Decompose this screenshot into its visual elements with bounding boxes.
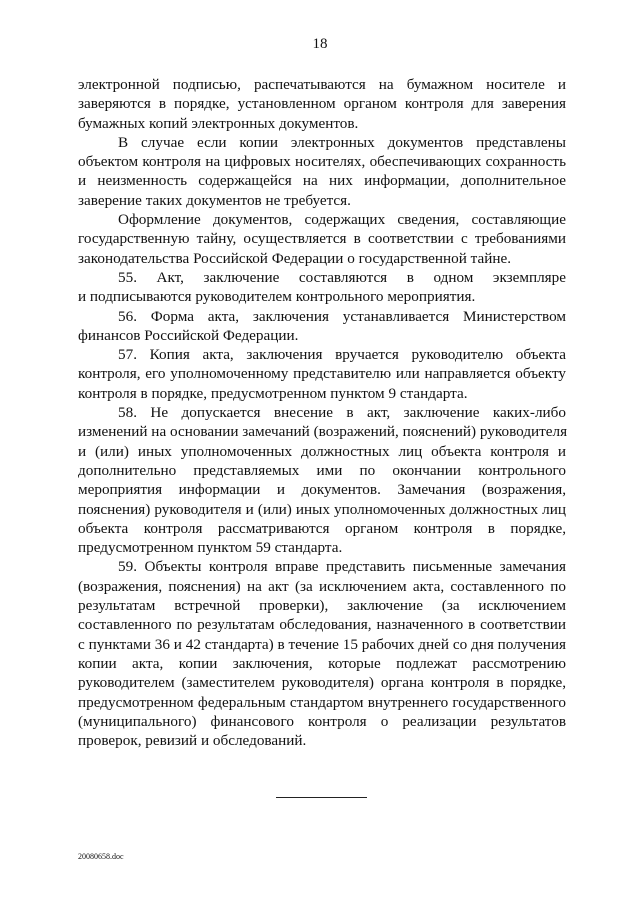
end-separator-line [276, 797, 367, 798]
text-line: и неизменность содержащейся на них информации, дополнительное [78, 172, 566, 190]
text-line: законодательства Российской Федерации о государственной тайне. [78, 249, 512, 267]
text-line: мероприятия информации и документов. Замечания (возражения, [78, 481, 566, 499]
text-line: контроля в порядке, предусмотренном пунктом 9 стандарта. [78, 384, 468, 402]
text-line: проверок, ревизий и обследований. [78, 732, 307, 750]
paragraph [78, 133, 566, 210]
text-line: предусмотренном пунктом 59 стандарта. [78, 539, 343, 557]
text-line: 56. Форма акта, заключения устанавливается Министерством [118, 307, 566, 325]
paragraph [78, 307, 566, 346]
text-line: дополнительно представляемых ими по окончании контрольного [78, 461, 566, 479]
paragraph [78, 75, 566, 133]
text-line: и подписываются руководителем контрольного мероприятия. [78, 288, 476, 306]
text-line: с пунктами 36 и 42 стандарта) в течение 15 рабочих дней со дня получения [78, 635, 566, 653]
page-number: 18 [312, 36, 328, 52]
text-line: заверение таких документов не требуется. [78, 191, 351, 209]
paragraph [78, 210, 566, 268]
text-line: 57. Копия акта, заключения вручается руководителю объекта [118, 346, 566, 364]
text-line: предусмотренном федеральным стандартом внутреннего государственного [78, 693, 566, 711]
text-line: копии акта, копии заключения, которые подлежат рассмотрению [78, 654, 566, 672]
text-line: финансов Российской Федерации. [78, 326, 299, 344]
document-body [78, 75, 566, 750]
text-line: изменений на основании замечаний (возражений, пояснений) руководителя [78, 423, 568, 441]
text-line: (возражения, пояснения) на акт (за исключением акта, составленного по [78, 577, 566, 595]
text-line: составленного по результатам обследования, назначенного в соответствии [78, 616, 566, 634]
text-line: Оформление документов, содержащих сведения, составляющие [118, 211, 566, 229]
text-line: заверяются в порядке, установленном органом контроля для заверения [78, 95, 566, 113]
paragraph [78, 268, 566, 307]
text-line: объекта контроля рассматриваются органом контроля в порядке, [78, 519, 566, 537]
text-line: объектом контроля на цифровых носителях, обеспечивающих сохранность [78, 153, 566, 171]
file-name-footer: 20080658.doc [78, 852, 124, 861]
text-line: руководителем (заместителем руководителя) органа контроля в порядке, [78, 674, 566, 692]
text-line: 59. Объекты контроля вправе представить письменные замечания [118, 558, 566, 576]
text-line: результатам встречной проверки), заключение (за исключением [78, 597, 566, 615]
paragraph [78, 403, 566, 557]
text-line: В случае если копии электронных документов представлены [118, 133, 566, 151]
text-line: 55. Акт, заключение составляются в одном экземпляре [118, 268, 566, 286]
text-line: контроля, его уполномоченному представителю или направляется объекту [78, 365, 566, 383]
text-line: государственную тайну, осуществляется в соответствии с требованиями [78, 230, 566, 248]
text-line: электронной подписью, распечатываются на бумажном носителе и [78, 76, 566, 93]
text-line: (муниципального) финансового контроля о реализации результатов [78, 712, 566, 730]
text-line: 58. Не допускается внесение в акт, заключение каких-либо [118, 404, 566, 422]
paragraph [78, 345, 566, 403]
text-line: пояснения) руководителя и (или) иных уполномоченных должностных лиц [78, 500, 566, 518]
text-line: и (или) иных уполномоченных должностных лиц объекта контроля и [78, 442, 566, 460]
text-line: бумажных копий электронных документов. [78, 114, 359, 132]
paragraph [78, 557, 566, 750]
